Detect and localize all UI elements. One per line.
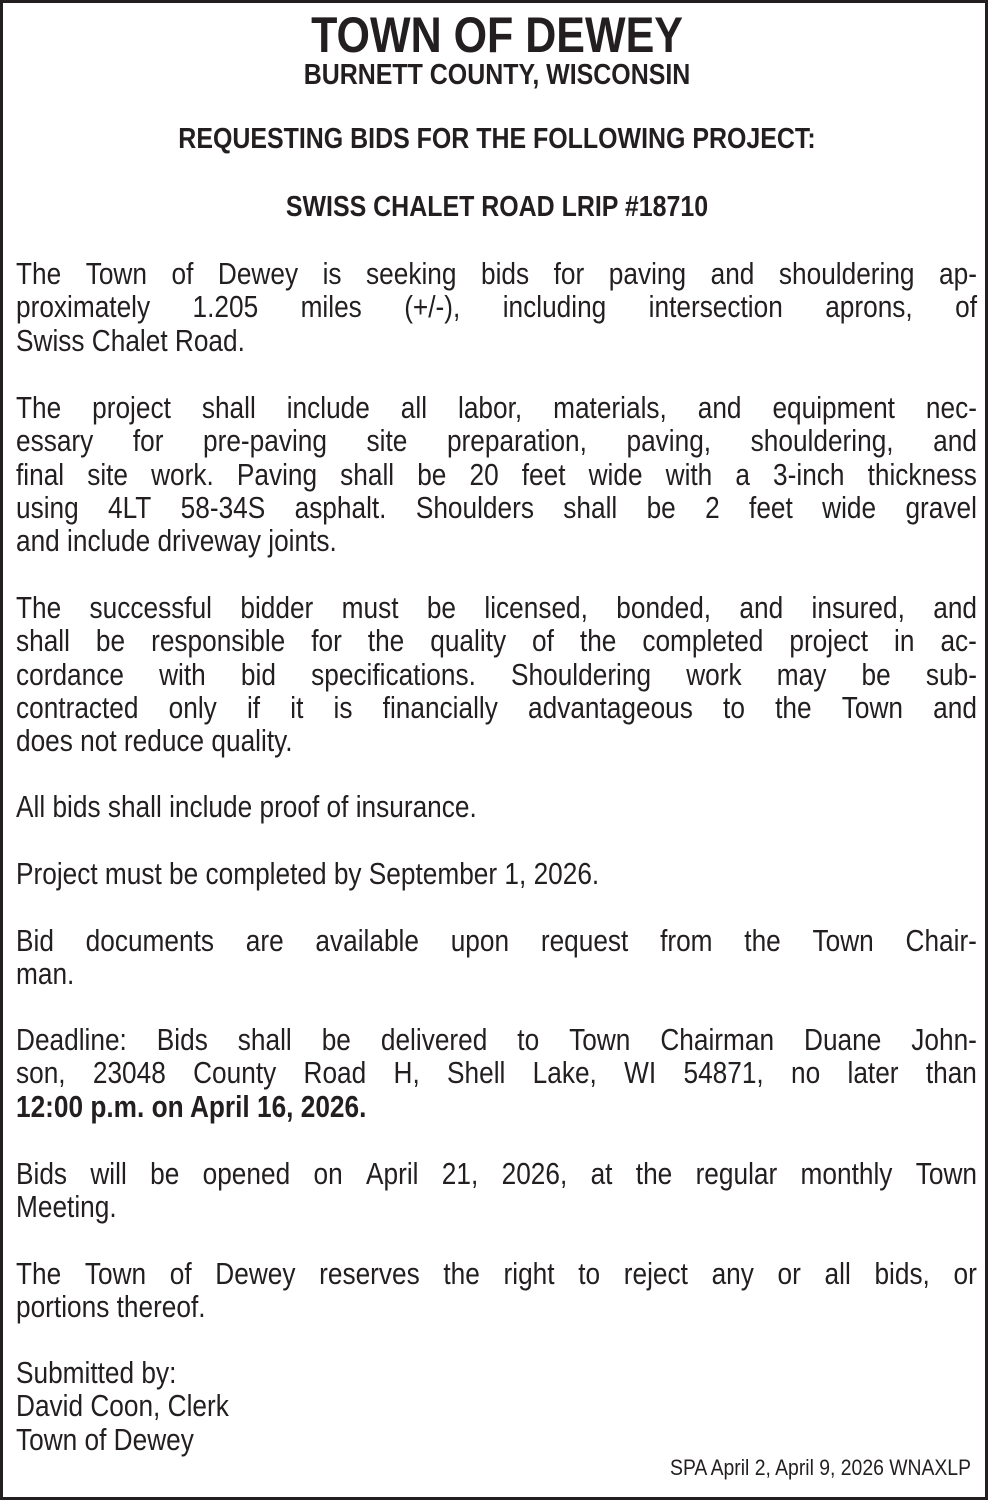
- text-line: does not reduce quality.: [16, 724, 293, 759]
- signer-name: David Coon, Clerk: [16, 1389, 229, 1424]
- text-line: Swiss Chalet Road.: [16, 323, 245, 358]
- text-line: The Town of Dewey reserves the right to reject any or all bids, or: [16, 1257, 977, 1291]
- paragraph-completion-date: [16, 858, 977, 891]
- text-line: Bid documents are available upon request from the Town Chair-: [16, 924, 977, 958]
- text-line: contracted only if it is financially advantageous to the Town and: [16, 690, 977, 725]
- paragraph-bid-documents: [16, 925, 977, 992]
- signature-block: [16, 1357, 977, 1457]
- submitted-by-label: Submitted by:: [16, 1356, 177, 1390]
- text-line: using 4LT 58-34S asphalt. Shoulders shall be 2 feet wide gravel: [16, 490, 977, 525]
- request-heading: REQUESTING BIDS FOR THE FOLLOWING PROJECT:: [178, 123, 816, 155]
- text-line: The successful bidder must be licensed, bonded, and insured, and: [16, 591, 977, 625]
- text-line: The project shall include all labor, materials, and equipment nec-: [16, 391, 977, 425]
- paragraph-insurance: [16, 791, 977, 824]
- paragraph-deadline: [16, 1024, 977, 1124]
- text-line: proximately 1.205 miles (+/-), including intersection aprons, of: [16, 290, 977, 325]
- text-line: and include driveway joints.: [16, 524, 337, 559]
- text-line: All bids shall include proof of insurance.: [16, 790, 477, 824]
- text-line: final site work. Paving shall be 20 feet wide with a 3-inch thickness: [16, 457, 977, 492]
- paragraph-work-details: [16, 392, 977, 558]
- paragraph-rights-reserved: [16, 1258, 977, 1325]
- paragraph-bidder-requirements: [16, 592, 977, 758]
- text-line: Bids will be opened on April 21, 2026, at the regular monthly Town: [16, 1157, 977, 1191]
- notice-title: TOWN OF DEWEY: [311, 7, 683, 63]
- text-line: Project must be completed by September 1, 2026.: [16, 857, 600, 891]
- signer-organization: Town of Dewey: [16, 1422, 194, 1457]
- text-line: portions thereof.: [16, 1290, 206, 1325]
- text-line: man.: [16, 957, 75, 992]
- text-line: essary for pre-paving site preparation, paving, shouldering, and: [16, 424, 977, 459]
- publication-line: SPA April 2, April 9, 2026 WNAXLP: [670, 1455, 971, 1480]
- notice-subtitle: BURNETT COUNTY, WISCONSIN: [303, 59, 691, 91]
- deadline-datetime: 12:00 p.m. on April 16, 2026.: [16, 1089, 367, 1124]
- paragraph-scope: [16, 258, 977, 358]
- text-line: shall be responsible for the quality of the completed project in ac-: [16, 624, 977, 659]
- text-line: The Town of Dewey is seeking bids for paving and shouldering ap-: [16, 257, 977, 291]
- text-line: son, 23048 County Road H, Shell Lake, WI 54871, no later than: [16, 1056, 977, 1091]
- text-line: Deadline: Bids shall be delivered to Town Chairman Duane John-: [16, 1023, 977, 1057]
- text-line: cordance with bid specifications. Shouldering work may be sub-: [16, 657, 977, 692]
- project-name: SWISS CHALET ROAD LRIP #18710: [285, 191, 709, 223]
- paragraph-bid-opening: [16, 1158, 977, 1225]
- text-line: Meeting.: [16, 1190, 117, 1225]
